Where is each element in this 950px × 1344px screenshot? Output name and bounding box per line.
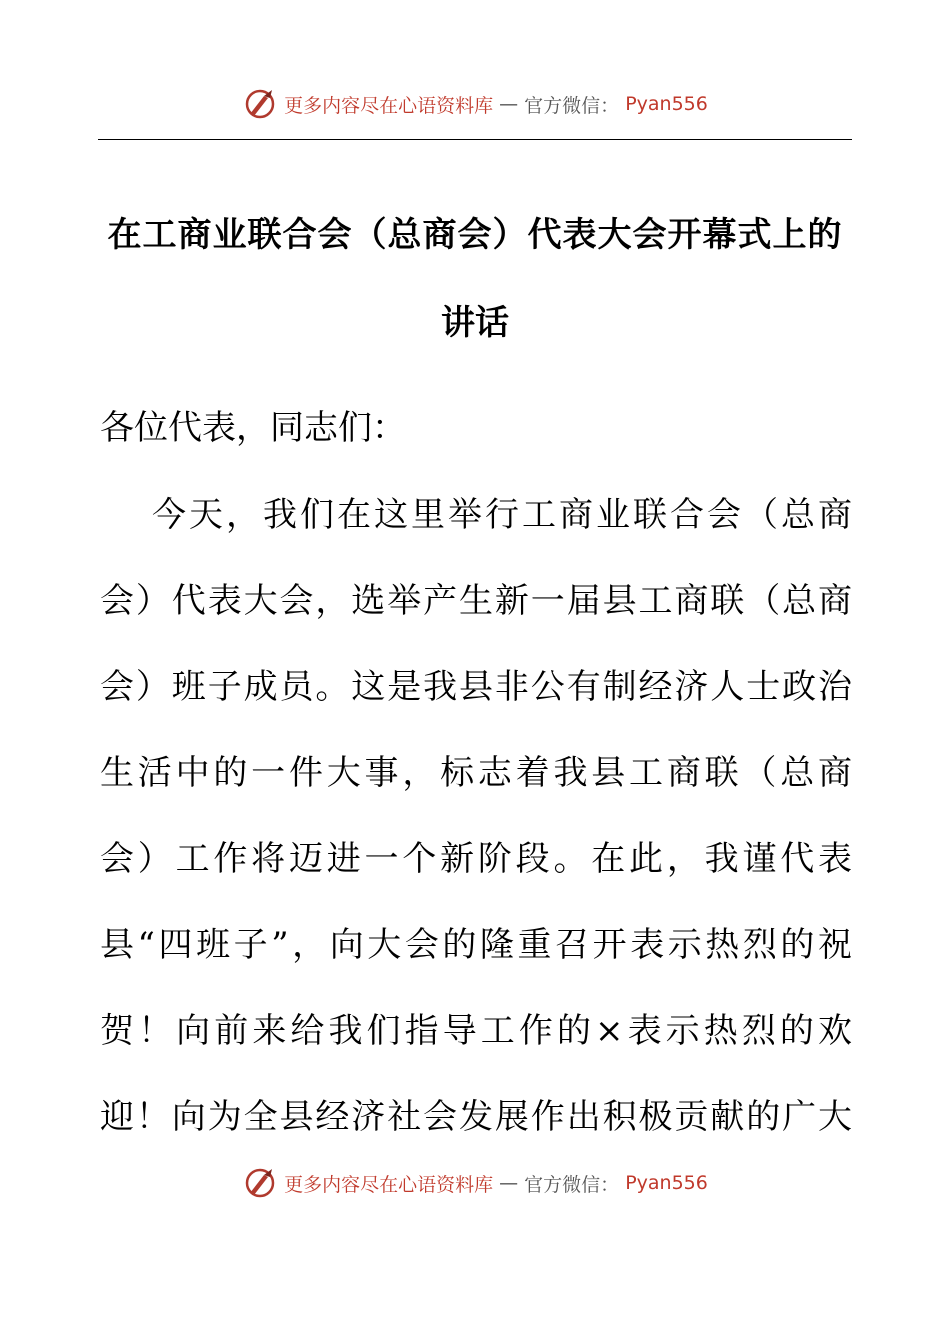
watermark-brand-text: 更多内容尽在心语资料库 — [284, 1173, 494, 1196]
body-line: 今天，我们在这里举行工商业联合会（总商 — [152, 495, 852, 535]
watermark-separator: — — [499, 1172, 519, 1194]
salutation: 各位代表，同志们： — [100, 408, 406, 448]
quill-seal-icon — [242, 86, 278, 122]
watermark-contact-id: Pyan556 — [625, 1172, 708, 1194]
body-line: 县“四班子”，向大会的隆重召开表示热烈的祝 — [100, 925, 852, 965]
header-watermark — [0, 84, 950, 124]
watermark-contact-id: Pyan556 — [625, 93, 708, 115]
body-line: 迎！向为全县经济社会发展作出积极贡献的广大 — [100, 1097, 852, 1137]
watermark-brand-text: 更多内容尽在心语资料库 — [284, 94, 494, 117]
watermark-contact-label: 官方微信： — [524, 1173, 620, 1196]
header-divider — [98, 139, 852, 140]
watermark-separator: — — [499, 93, 519, 115]
body-line: 生活中的一件大事，标志着我县工商联（总商 — [100, 753, 852, 793]
body-line: 会）班子成员。这是我县非公有制经济人士政治 — [100, 667, 852, 707]
watermark-contact-label: 官方微信： — [524, 94, 620, 117]
document-title-line-2: 讲话 — [441, 303, 509, 343]
body-line: 贺！向前来给我们指导工作的×表示热烈的欢 — [100, 1011, 852, 1051]
body-line: 会）代表大会，选举产生新一届县工商联（总商 — [100, 581, 852, 621]
footer-watermark — [0, 1163, 950, 1203]
body-line: 会）工作将迈进一个新阶段。在此，我谨代表 — [100, 839, 852, 879]
document-title-line-1: 在工商业联合会（总商会）代表大会开幕式上的 — [107, 215, 843, 255]
quill-seal-icon — [242, 1165, 278, 1201]
